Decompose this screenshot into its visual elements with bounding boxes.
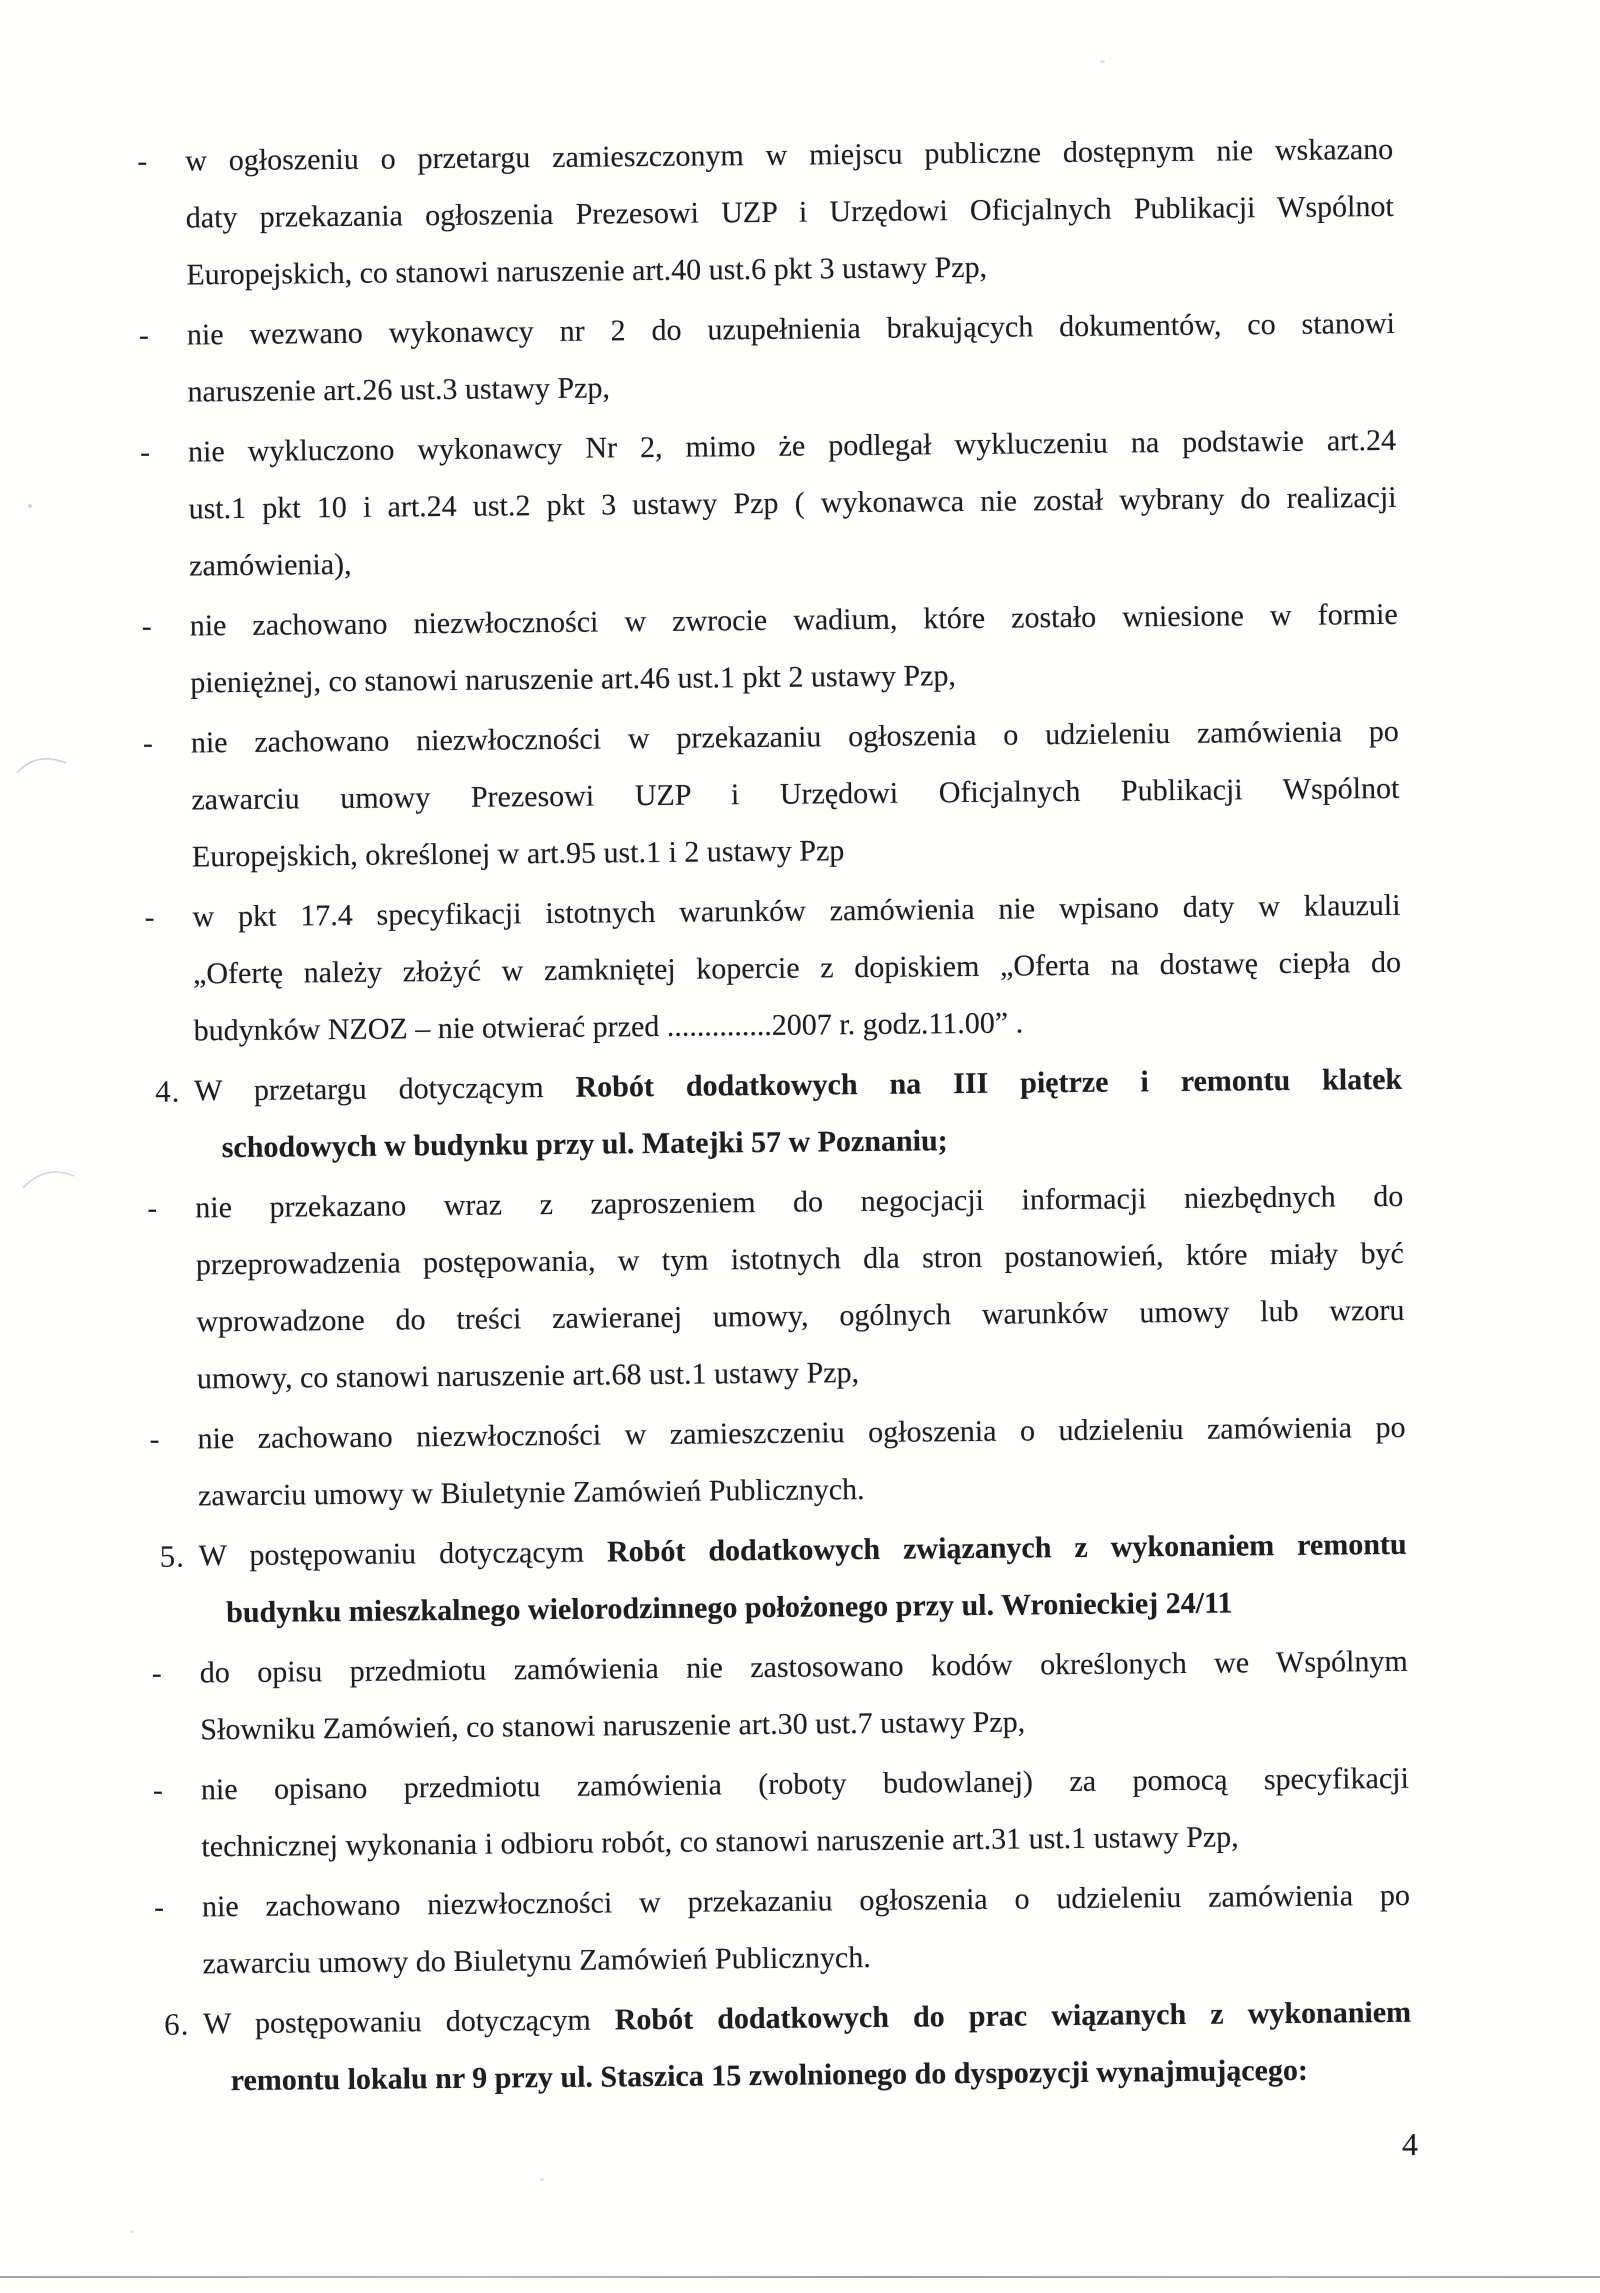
doc-line bbox=[197, 1399, 1405, 1468]
bullet-dash: - bbox=[151, 1656, 163, 1690]
doc-text: pieniężnej, co stanowi naruszenie art.46 ust.1 pkt 2 ustawy Pzp, bbox=[190, 659, 957, 700]
doc-text: Europejskich, co stanowi naruszenie art.40 ust.6 pkt 3 ustawy Pzp, bbox=[186, 250, 988, 292]
doc-text: w pkt 17.4 specyfikacji istotnych warunków zamówienia nie wpisano daty w klauzuli bbox=[192, 888, 1401, 934]
doc-line bbox=[194, 1051, 1402, 1120]
doc-text: technicznej wykonania i odbioru robót, co stanowi naruszenie art.31 ust.1 ustawy Pzp, bbox=[201, 1820, 1239, 1864]
doc-line bbox=[191, 760, 1399, 829]
doc-text: wprowadzone do treści zawieranej umowy, ogólnych warunków umowy lub wzoru bbox=[196, 1293, 1405, 1339]
bullet-dash: - bbox=[153, 1890, 166, 1924]
doc-line bbox=[193, 934, 1401, 1003]
doc-text-bold: Robót dodatkowych związanych z wykonaniem remontu bbox=[606, 1527, 1407, 1569]
doc-text-bold: Robót dodatkowych na III piętrze i remontu klatek bbox=[575, 1062, 1403, 1104]
doc-text: nie zachowano niezwłoczności w przekazaniu ogłoszenia o udzieleniu zamówienia po bbox=[201, 1878, 1411, 1924]
doc-line bbox=[186, 178, 1394, 247]
finding-bullet bbox=[145, 1633, 1409, 1759]
bullet-dash: - bbox=[138, 318, 151, 352]
doc-text: nie zachowano niezwłoczności w zamieszczeniu ogłoszenia o udzieleniu zamówienia po bbox=[197, 1410, 1406, 1456]
doc-text-bold: budynku mieszkalnego wielorodzinnego położonego przy ul. Wronieckiej 24/11 bbox=[226, 1586, 1233, 1630]
doc-text: W postępowaniu dotyczącym bbox=[198, 1535, 608, 1573]
doc-text-bold: schodowych w budynku przy ul. Matejki 57 w Poznaniu; bbox=[221, 1124, 948, 1165]
finding-bullet bbox=[132, 295, 1396, 421]
doc-text: nie wykluczono wykonawcy Nr 2, mimo że podlegał wykluczeniu na podstawie art.24 bbox=[187, 423, 1397, 469]
doc-line bbox=[199, 1573, 1407, 1642]
finding-bullet bbox=[137, 877, 1402, 1060]
scan-speck bbox=[28, 504, 32, 508]
bullet-dash: - bbox=[152, 1773, 165, 1807]
bullet-dash: - bbox=[141, 609, 153, 643]
bullet-dash: - bbox=[147, 1191, 159, 1225]
doc-text: zawarciu umowy w Biuletynie Zamówień Publicznych. bbox=[197, 1473, 865, 1513]
scan-speck bbox=[130, 2230, 134, 2233]
pencil-arc-artifact bbox=[14, 748, 70, 776]
bullet-dash: - bbox=[139, 435, 152, 469]
numbered-item bbox=[148, 1984, 1412, 2110]
numbered-item bbox=[139, 1051, 1403, 1177]
doc-text: zamówienia), bbox=[189, 547, 352, 583]
doc-text: zawarciu umowy Prezesowi UZP i Urzędowi Oficjalnych Publikacji Wspólnot bbox=[191, 771, 1400, 817]
doc-text: Słowniku Zamówień, co stanowi naruszenie art.30 ust.7 ustawy Pzp, bbox=[200, 1705, 1026, 1747]
item-number: 4. bbox=[155, 1073, 181, 1109]
doc-text: budynków NZOZ – nie otwierać przed ..............2007 r. godz.11.00” . bbox=[193, 1006, 1024, 1048]
finding-bullet bbox=[147, 1867, 1411, 1993]
doc-text: Europejskich, określonej w art.95 ust.1 i 2 ustawy Pzp bbox=[191, 834, 845, 874]
doc-text: zawarciu umowy do Biuletynu Zamówień Publicznych. bbox=[202, 1940, 871, 1981]
doc-line bbox=[202, 1867, 1410, 1936]
doc-line bbox=[201, 1807, 1409, 1876]
finding-bullet bbox=[130, 121, 1395, 304]
doc-text: nie wezwano wykonawcy nr 2 do uzupełnienia brakujących dokumentów, co stanowi bbox=[186, 306, 1396, 352]
doc-text: W postępowaniu dotyczącym bbox=[202, 2003, 615, 2041]
finding-bullet bbox=[142, 1399, 1406, 1525]
doc-line bbox=[203, 2041, 1411, 2110]
page-number: 4 bbox=[1402, 2126, 1418, 2162]
doc-text: nie zachowano niezwłoczności w zwrocie wadium, które zostało wniesione w formie bbox=[189, 597, 1398, 643]
doc-text: do opisu przedmiotu zamówienia nie zastosowano kodów określonych we Wspólnym bbox=[199, 1644, 1408, 1690]
bullet-dash: - bbox=[149, 1422, 161, 1456]
bullet-dash: - bbox=[142, 726, 155, 760]
doc-text-bold: Robót dodatkowych do prac wiązanych z wykonaniem bbox=[614, 1995, 1412, 2037]
finding-bullet bbox=[134, 586, 1398, 712]
finding-bullet bbox=[136, 703, 1401, 886]
bullet-dash: - bbox=[144, 900, 156, 934]
scan-speck bbox=[1100, 60, 1105, 63]
doc-line bbox=[188, 469, 1396, 538]
scan-speck bbox=[540, 2178, 544, 2181]
document-body bbox=[130, 121, 1412, 2113]
doc-line bbox=[189, 586, 1397, 655]
numbered-item bbox=[143, 1516, 1407, 1642]
doc-line bbox=[196, 1282, 1404, 1351]
item-number: 6. bbox=[163, 2006, 190, 2042]
doc-text: umowy, co stanowi naruszenie art.68 ust.1 ustawy Pzp, bbox=[196, 1356, 860, 1396]
bullet-dash: - bbox=[137, 144, 149, 178]
doc-text: daty przekazania ogłoszenia Prezesowi UZP i Urzędowi Oficjalnych Publikacji Wspólnot bbox=[185, 189, 1394, 235]
doc-text: „Ofertę należy złożyć w zamkniętej kopercie z dopiskiem „Oferta na dostawę ciepła do bbox=[192, 945, 1402, 991]
finding-bullet bbox=[133, 412, 1398, 595]
doc-line bbox=[200, 1633, 1408, 1702]
doc-text: naruszenie art.26 ust.3 ustawy Pzp, bbox=[187, 371, 611, 409]
doc-line bbox=[187, 295, 1395, 364]
doc-text: w ogłoszeniu o przetargu zamieszczonym w miejscu publiczne dostępnym nie wskazano bbox=[185, 132, 1394, 178]
doc-text: ust.1 pkt 10 i art.24 ust.2 pkt 3 ustawy Pzp ( wykonawca nie został wybrany do realizacji bbox=[188, 480, 1397, 526]
doc-text-bold: remontu lokalu nr 9 przy ul. Staszica 15 zwolnionego do dyspozycji wynajmującego: bbox=[230, 2053, 1309, 2098]
item-number: 5. bbox=[159, 1538, 186, 1574]
finding-bullet bbox=[140, 1168, 1405, 1408]
doc-text: W przetargu dotyczącym bbox=[194, 1070, 576, 1108]
doc-text: nie przekazano wraz z zaproszeniem do negocjacji informacji niezbędnych do bbox=[195, 1179, 1404, 1225]
pencil-arc-artifact bbox=[20, 1162, 78, 1190]
doc-text: nie zachowano niezwłoczności w przekazaniu ogłoszenia o udzieleniu zamówienia po bbox=[190, 714, 1399, 760]
doc-text: przeprowadzenia postępowania, w tym istotnych dla stron postanowień, które miały być bbox=[195, 1236, 1404, 1282]
bottom-scan-line bbox=[0, 2276, 1600, 2278]
finding-bullet bbox=[146, 1750, 1410, 1876]
doc-text: nie opisano przedmiotu zamówienia (roboty budowlanej) za pomocą specyfikacji bbox=[200, 1761, 1410, 1807]
